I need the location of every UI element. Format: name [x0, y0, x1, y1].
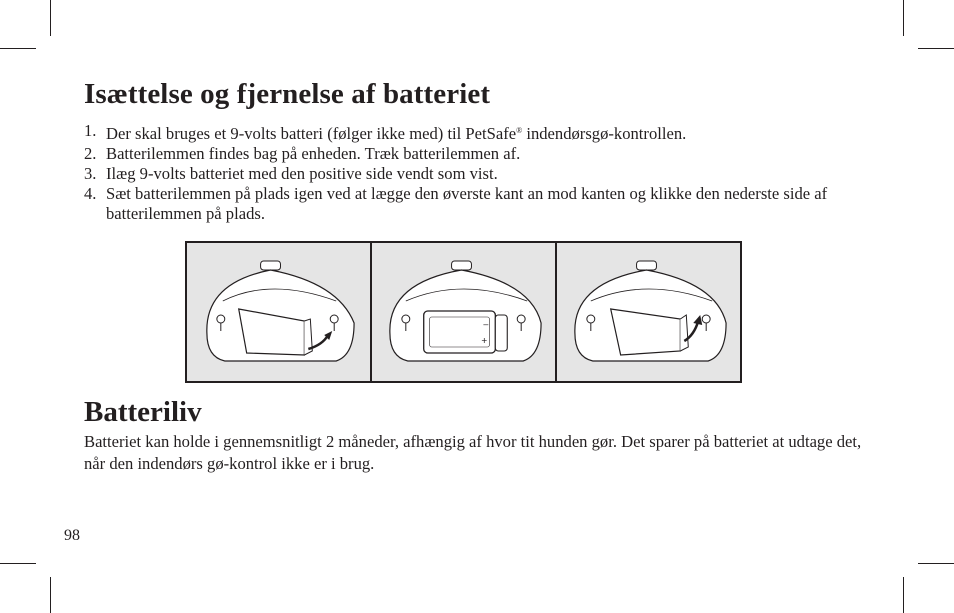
list-item [84, 164, 884, 184]
battery-door-replace-drawing [557, 243, 740, 381]
plus-label: + [481, 335, 488, 348]
battery-door-replace-illustration [557, 243, 740, 381]
step-text-part: Der skal bruges et 9-volts batteri (følger ikke med) til PetSafe [106, 124, 517, 143]
body-paragraph: Batteriet kan holde i gennemsnitligt 2 måneder, afhængig af hvor tit hunden gør. Det sparer på batteriet at udtage det, når den indendørs gø-kontrol ikke er i brug. [84, 432, 862, 473]
battery-insertion-drawing [372, 243, 555, 381]
step-number: 3. [84, 164, 97, 183]
section-heading: Batteriliv [84, 396, 202, 428]
crop-mark-bottom-left-vertical [50, 577, 51, 613]
crop-mark-top-left-vertical [50, 0, 51, 36]
crop-mark-top-left-horizontal [0, 48, 36, 49]
crop-mark-bottom-right-horizontal [918, 563, 954, 564]
list-item [84, 144, 884, 164]
step-text: Ilæg 9-volts batteriet med den positive side vendt som vist. [106, 164, 498, 183]
crop-mark-bottom-right-vertical [903, 577, 904, 613]
battery-door-removal-illustration [187, 243, 372, 381]
page-heading: Isættelse og fjernelse af batteriet [84, 78, 491, 110]
crop-mark-top-right-vertical [903, 0, 904, 36]
instruction-list [84, 121, 884, 224]
step-text-part: indendørsgø-kontrollen. [522, 124, 687, 143]
step-number: 2. [84, 144, 97, 163]
crop-mark-bottom-left-horizontal [0, 563, 36, 564]
battery-door-removal-drawing [187, 243, 370, 381]
battery-insertion-illustration [372, 243, 557, 381]
illustration-strip [185, 241, 742, 383]
list-item [84, 121, 884, 144]
crop-mark-top-right-horizontal [918, 48, 954, 49]
page-number: 98 [64, 527, 80, 544]
step-text: Batterilemmen findes bag på enheden. Træk batterilemmen af. [106, 144, 521, 163]
step-number: 1. [84, 121, 97, 140]
step-number: 4. [84, 184, 97, 203]
list-item [84, 184, 884, 224]
step-text [106, 121, 686, 144]
step-text: Sæt batterilemmen på plads igen ved at lægge den øverste kant an mod kanten og klikke den nederste side af batterilemmen på plads. [106, 184, 828, 223]
registered-mark: ® [516, 126, 523, 135]
minus-label: – [483, 318, 489, 330]
